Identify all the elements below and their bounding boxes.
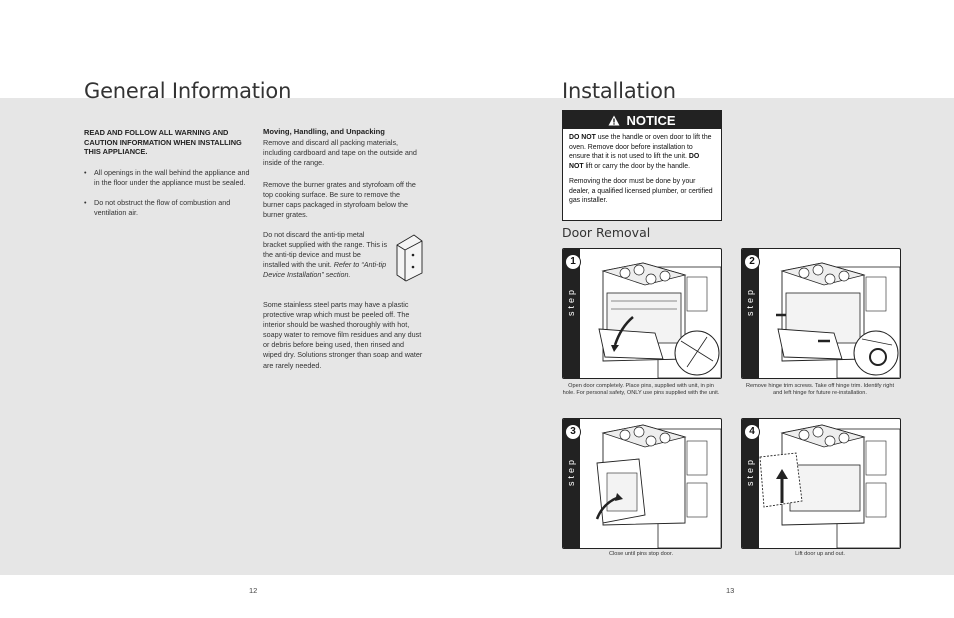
anti-tip-bracket-icon xyxy=(392,233,426,283)
moving-paragraph-1: Remove and discard all packing materials, including cardboard and tape on the outside and inside of the range. xyxy=(263,138,417,168)
bullet-item: • Do not obstruct the flow of combustion and ventilation air. xyxy=(84,198,254,218)
page-number-left: 12 xyxy=(249,586,258,595)
door-removal-heading: Door Removal xyxy=(562,225,651,240)
step-number: 3 xyxy=(565,424,581,440)
notice-box xyxy=(562,110,722,221)
step-2-illustration xyxy=(741,248,901,379)
page-title-installation: Installation xyxy=(562,79,676,103)
moving-heading: Moving, Handling, and Unpacking xyxy=(263,127,385,136)
step-label: step xyxy=(566,287,576,317)
step-1-caption: Open door completely. Place pins, supplied with unit, in pin hole. For personal safety, ONLY use pins supplied with the unit. xyxy=(562,383,720,397)
warning-triangle-icon xyxy=(608,115,620,126)
notice-header xyxy=(563,111,721,129)
range-drawing xyxy=(563,249,721,378)
step-3-caption: Close until pins stop door. xyxy=(608,551,674,557)
page-number-right: 13 xyxy=(726,586,735,595)
step-number: 1 xyxy=(565,254,581,270)
step-3-illustration xyxy=(562,418,722,549)
step-number: 4 xyxy=(744,424,760,440)
anti-tip-reference: Refer to “Anti-tip Device Installation” section. xyxy=(263,260,387,280)
stainless-paragraph: Some stainless steel parts may have a plastic protective wrap which must be peeled off. The interior should be washed thoroughly with hot, soapy water to remove film residues and any dust or debris before being used, then rinsed and wiped dry. Solutions stronger than soap and water are rarely needed. xyxy=(263,300,423,370)
step-2-caption: Remove hinge trim screws. Take off hinge trim. Identify right and left hinge for future re-installation. xyxy=(745,383,895,397)
notice-label: NOTICE xyxy=(626,112,676,128)
step-4-illustration xyxy=(741,418,901,549)
range-drawing xyxy=(563,419,721,548)
warning-heading: READ AND FOLLOW ALL WARNING AND CAUTION INFORMATION WHEN INSTALLING THIS APPLIANCE. xyxy=(84,128,242,157)
step-label: step xyxy=(745,287,755,317)
range-drawing xyxy=(742,419,900,548)
step-label: step xyxy=(745,457,755,487)
bullet-list xyxy=(84,168,254,228)
moving-paragraph-2: Remove the burner grates and styrofoam off the top cooking surface. Be sure to remove the burner caps packaged in styrofoam below the burner grates. xyxy=(263,180,416,220)
range-drawing xyxy=(742,249,900,378)
notice-do-not: DO NOT xyxy=(569,134,596,141)
step-4-caption: Lift door up and out. xyxy=(795,551,845,557)
anti-tip-paragraph xyxy=(263,230,388,280)
notice-body xyxy=(563,129,721,216)
notice-text-a: use the handle or oven door to lift the oven. Remove door before installation to ensure that it is not used to lift the unit. xyxy=(569,134,712,160)
anti-tip-text: Do not discard the anti-tip metal bracket supplied with the range. This is the anti-tip device and must be installed with the unit. xyxy=(263,230,388,270)
step-1-illustration xyxy=(562,248,722,379)
bullet-item: • All openings in the wall behind the appliance and in the floor under the appliance must be sealed. xyxy=(84,168,254,188)
step-number: 2 xyxy=(744,254,760,270)
notice-do-not-2: DO NOT xyxy=(569,153,700,170)
step-label: step xyxy=(566,457,576,487)
notice-text-b: lift or carry the door by the handle. xyxy=(585,162,691,170)
page-title-general-information: General Information xyxy=(84,79,292,103)
notice-paragraph-1 xyxy=(569,133,715,171)
notice-paragraph-2: Removing the door must be done by your dealer, a qualified licensed plumber, or certified gas installer. xyxy=(569,178,713,204)
